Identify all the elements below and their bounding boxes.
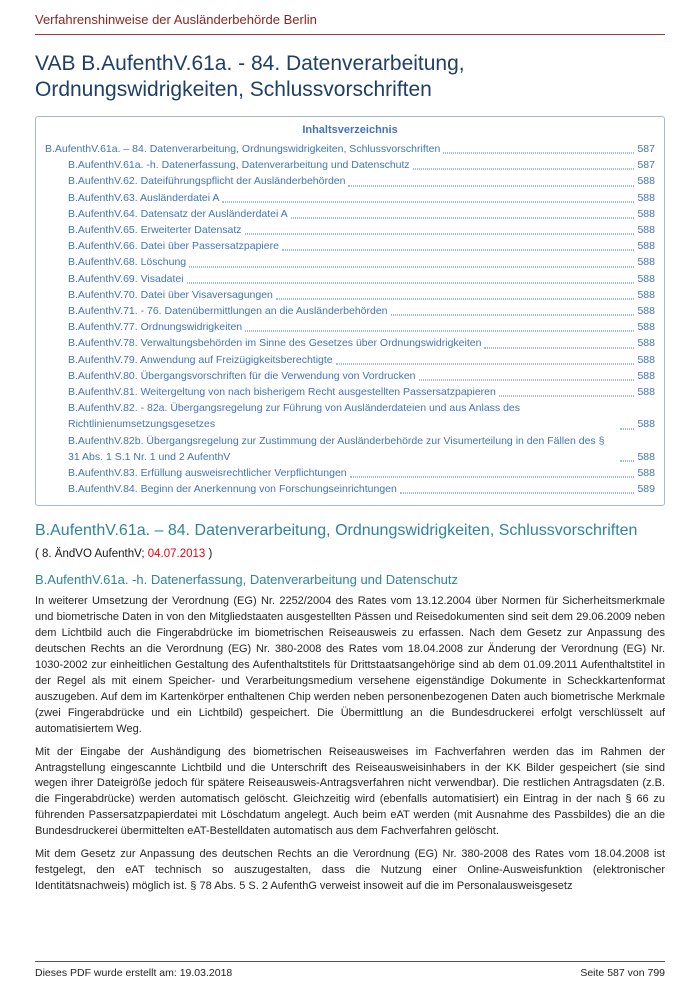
toc-entry-link[interactable]: B.AufenthV.82b. Übergangsregelung zur Zustimmung der Ausländerbehörde zur Visumerteilung in den Fällen des § 31 Abs. 1 S.1 Nr. 1 und 2 AufenthV <box>68 434 605 463</box>
amendment-note-prefix: ( 8. ÄndVO AufenthV; <box>35 548 148 561</box>
toc-entry-link[interactable]: B.AufenthV.66. Datei über Passersatzpapiere <box>68 240 279 253</box>
toc-entry-page: 588 <box>637 353 655 366</box>
toc-entry-link[interactable]: B.AufenthV.63. Ausländerdatei A <box>68 191 220 204</box>
toc-entry[interactable] <box>68 368 655 384</box>
toc-entry-link[interactable]: B.AufenthV.69. Visadatei <box>68 272 184 285</box>
toc-entry-page: 588 <box>637 386 655 399</box>
page-title: VAB B.AufenthV.61a. - 84. Datenverarbeitung, Ordnungswidrigkeiten, Schlussvorschriften <box>35 52 465 101</box>
toc-entry-link[interactable]: B.AufenthV.79. Anwendung auf Freizügigkeitsberechtigte <box>68 353 333 366</box>
toc-entry-link[interactable]: B.AufenthV.70. Datei über Visaversagungen <box>68 288 273 301</box>
toc-entry[interactable] <box>68 222 655 238</box>
toc-entry[interactable] <box>68 157 655 173</box>
toc-entry-page: 588 <box>637 321 655 334</box>
toc-entry-page: 587 <box>637 143 655 155</box>
toc-leader-dots <box>336 363 635 364</box>
toc-entry-link[interactable]: B.AufenthV.71. - 76. Datenübermittlungen an die Ausländerbehörden <box>68 305 388 318</box>
toc-entry-page: 588 <box>637 305 655 318</box>
toc-entry-link[interactable]: B.AufenthV.77. Ordnungswidrigkeiten <box>68 321 243 334</box>
toc-entry-page: 588 <box>637 288 655 301</box>
footer-page-number: Seite 587 von 799 <box>580 967 665 979</box>
toc-leader-dots <box>413 169 635 170</box>
toc-leader-dots <box>391 315 635 316</box>
toc-entry[interactable] <box>68 319 655 335</box>
toc-entry[interactable] <box>45 141 655 157</box>
toc-entry-link[interactable]: B.AufenthV.84. Beginn der Anerkennung von Forschungseinrichtungen <box>68 483 397 496</box>
paragraph-3: Mit dem Gesetz zur Anpassung des deutschen Rechts an die Verordnung (EG) Nr. 380-2008 des Rates vom 18.04.2008 ist festgelegt, den eAT technisch so auszugestalten, dass die Nutzung einer Online-Ausweisfunktion (elektronischer Identitätsnachweis) möglich ist. § 78 Abs. 5 S. 2 AufenthG verweist insoweit auf die im Personalausweisgesetz <box>35 848 665 892</box>
toc-entry-page: 588 <box>637 224 655 237</box>
toc-leader-dots <box>282 250 635 251</box>
toc-entry-link[interactable]: B.AufenthV.61a. – 84. Datenverarbeitung, Ordnungswidrigkeiten, Schlussvorschriften <box>45 143 441 155</box>
paragraph-2: Mit der Eingabe der Aushändigung des biometrischen Reiseausweises im Fachverfahren werden das im Rahmen der Antragstellung eingescannte Lichtbild und die Unterschrift des Reiseausweisinhabers in der KK Bilder gespeichert (sie sind wegen ihrer Dateigröße jedoch für spätere Reiseausweis-Antragsverfahren nicht verwendbar). Die restlichen Antragsdaten (z.B. die Fingerabdrücke) werden automatisch gelöscht. Gleichzeitig wird (ebenfalls automatisiert) ein Eintrag in der nach § 66 zu führenden Passersatzpapierdatei mit Löschdatum angelegt. Auch beim eAT werden (mit Ausnahme des Passbildes) die an die Bundesdruckerei übermittelten eAT-Bestelldaten automatisch aus dem Fachverfahren gelöscht. <box>35 745 665 838</box>
toc-leader-dots <box>276 299 635 300</box>
toc-entry[interactable] <box>68 303 655 319</box>
toc-entry-page: 588 <box>637 240 655 253</box>
amendment-date: 04.07.2013 <box>147 548 206 561</box>
document-header-title: Verfahrenshinweise der Ausländerbehörde Berlin <box>35 12 317 27</box>
toc-entry-page: 587 <box>637 159 655 172</box>
toc-leader-dots <box>499 396 635 397</box>
toc-leader-dots <box>348 185 634 186</box>
toc-entry-link[interactable]: B.AufenthV.83. Erfüllung ausweisrechtlicher Verpflichtungen <box>68 467 347 480</box>
document-header <box>35 12 665 35</box>
toc-entry-link[interactable]: B.AufenthV.80. Übergangsvorschriften für die Verwendung von Vordrucken <box>68 369 416 382</box>
toc-entry-page: 588 <box>637 337 655 350</box>
toc-leader-dots <box>187 282 635 283</box>
toc-entry[interactable] <box>68 352 655 368</box>
toc-leader-dots <box>419 380 635 381</box>
toc-entry[interactable] <box>68 206 655 222</box>
toc-entry[interactable] <box>68 481 655 497</box>
footer-created-date: Dieses PDF wurde erstellt am: 19.03.2018 <box>35 967 233 979</box>
toc-entry-link[interactable]: B.AufenthV.65. Erweiterter Datensatz <box>68 224 242 237</box>
toc-title: Inhaltsverzeichnis <box>302 124 398 136</box>
toc-leader-dots <box>350 477 635 478</box>
toc-entry-link[interactable]: B.AufenthV.81. Weitergeltung von nach bisherigem Recht ausgestellten Passersatzpapieren <box>68 386 496 399</box>
amendment-note <box>35 548 665 560</box>
toc-entry-page: 589 <box>637 483 655 496</box>
toc-leader-dots <box>245 234 635 235</box>
toc-entry-page: 588 <box>637 175 655 188</box>
toc-entry-link[interactable]: B.AufenthV.68. Löschung <box>68 256 187 269</box>
toc-entry-page: 588 <box>637 207 655 220</box>
page-footer <box>35 961 665 979</box>
toc-entry-page: 588 <box>637 467 655 480</box>
toc-entries <box>45 141 655 497</box>
toc-entry[interactable] <box>68 271 655 287</box>
toc-entry-page: 588 <box>637 272 655 285</box>
toc-leader-dots <box>620 428 634 429</box>
toc-entry[interactable] <box>68 190 655 206</box>
subsection-heading: B.AufenthV.61a. -h. Datenerfassung, Datenverarbeitung und Datenschutz <box>35 572 459 588</box>
toc-entry[interactable] <box>68 400 655 432</box>
toc-entry[interactable] <box>68 465 655 481</box>
toc-entry-link[interactable]: B.AufenthV.62. Dateiführungspflicht der Ausländerbehörden <box>68 175 346 188</box>
toc-leader-dots <box>400 493 635 494</box>
toc-entry-page: 588 <box>637 450 655 463</box>
toc-entry-link[interactable]: B.AufenthV.78. Verwaltungsbehörden im Sinne des Gesetzes über Ordnungswidrigkeiten <box>68 337 482 350</box>
paragraph-1: In weiterer Umsetzung der Verordnung (EG) Nr. 2252/2004 des Rates vom 13.12.2004 über Normen für Sicherheitsmerkmale und biometrische Daten in von den Mitgliedstaaten ausgestellten Pässen und Reisedokumenten sind seit dem 29.06.2009 neben dem Lichtbild auch die Fingerabdrücke im biometrischen Reiseausweis zu erfassen. Nach dem Gesetz zur Anpassung des deutschen Rechts an die Verordnung (EG) Nr. 380-2008 des Rates vom 18.04.2008 zur Änderung der Verordnung (EG) Nr. 1030-2002 zur einheitlichen Gestaltung des Aufenthaltstitels für Drittstaatsangehörige sind ab dem 01.09.2011 Aufenthaltstitel in der Regel als mit einem Speicher- und Verarbeitungsmedium versehene eigenständige Dokumente in Scheckkartenformat auszugeben. Auf dem im Kartenkörper enthaltenen Chip werden neben personenbezogenen Daten auch biometrische Merkmale (zwei Fingerabdrücke und ein Lichtbild) gespeichert. Die Übermittlung an die Bundesdruckerei erfolgt verschlüsselt auf automatisiertem Weg. <box>35 595 665 735</box>
toc-leader-dots <box>620 461 634 462</box>
toc-leader-dots <box>291 218 635 219</box>
toc-leader-dots <box>189 266 634 267</box>
toc-entry-page: 588 <box>637 256 655 269</box>
section-heading: B.AufenthV.61a. – 84. Datenverarbeitung, Ordnungswidrigkeiten, Schlussvorschriften <box>35 522 638 540</box>
toc-entry-link[interactable]: B.AufenthV.82. - 82a. Übergangsregelung zur Führung von Ausländerdateien und aus Anlass des Richtlinienumsetzungsgesetzes <box>68 402 521 431</box>
toc-entry-page: 588 <box>637 191 655 204</box>
table-of-contents <box>35 116 665 506</box>
toc-entry[interactable] <box>68 173 655 189</box>
toc-entry[interactable] <box>68 287 655 303</box>
toc-entry-page: 588 <box>637 369 655 382</box>
toc-entry-page: 588 <box>637 418 655 431</box>
toc-leader-dots <box>443 153 634 154</box>
toc-leader-dots <box>245 331 634 332</box>
toc-entry[interactable] <box>68 254 655 270</box>
amendment-note-suffix: ) <box>205 548 213 561</box>
toc-entry[interactable] <box>68 384 655 400</box>
toc-entry-link[interactable]: B.AufenthV.64. Datensatz der Ausländerdatei A <box>68 207 288 220</box>
toc-leader-dots <box>484 347 634 348</box>
toc-entry[interactable] <box>68 433 655 465</box>
toc-entry[interactable] <box>68 335 655 351</box>
toc-entry-link[interactable]: B.AufenthV.61a. -h. Datenerfassung, Datenverarbeitung und Datenschutz <box>68 159 410 172</box>
toc-entry[interactable] <box>68 238 655 254</box>
toc-leader-dots <box>222 201 634 202</box>
